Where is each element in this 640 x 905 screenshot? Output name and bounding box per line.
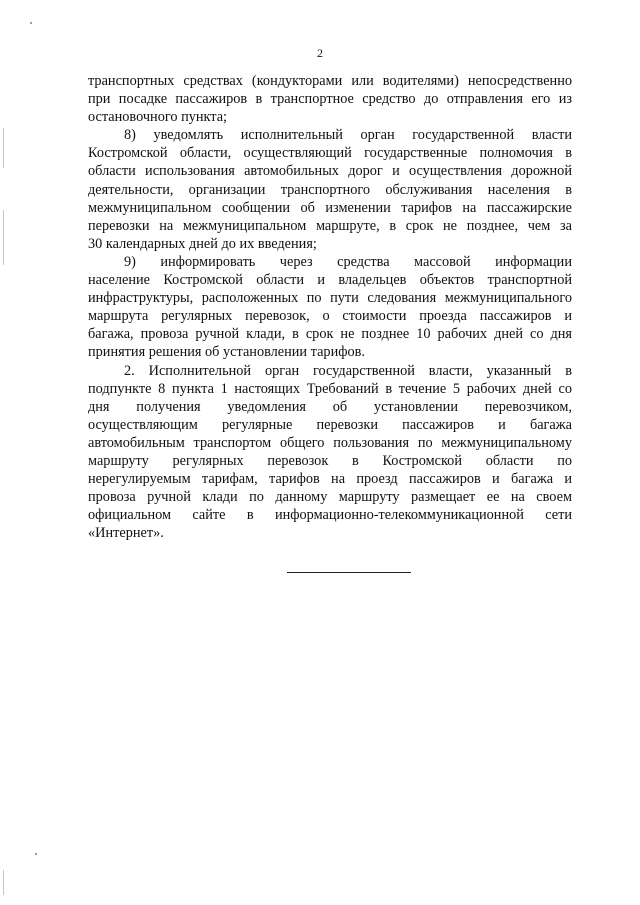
- scan-artifact: [3, 870, 4, 895]
- text-line: Костромской области, осуществляющий государственные полномочия в: [88, 145, 572, 162]
- paragraph-item-8: [88, 126, 572, 253]
- text-line: осуществляющим регулярные перевозки пассажиров и багажа: [88, 416, 572, 433]
- paragraph-continuation: [88, 72, 572, 126]
- text-line: перевозки на межмуниципальном маршруте, в срок не позднее, чем за: [88, 217, 572, 234]
- text-line: 30 календарных дней до их введения;: [88, 235, 317, 252]
- text-line: нерегулируемым тарифам, тарифов на проезд пассажиров и багажа и: [88, 471, 572, 488]
- text-line: 2. Исполнительной орган государственной власти, указанный в: [124, 362, 572, 379]
- text-line: инфраструктуры, расположенных по пути следования межмуниципального: [88, 290, 572, 307]
- page-number: 2: [317, 46, 323, 60]
- text-line: маршрута регулярных перевозок, о стоимости проезда пассажиров и: [88, 308, 572, 325]
- text-line: автомобильным транспортом общего пользования по межмуниципальному: [88, 434, 572, 451]
- text-line: деятельности, организации транспортного обслуживания населения в: [88, 181, 572, 198]
- text-line: подпункте 8 пункта 1 настоящих Требований в течение 5 рабочих дней со: [88, 380, 572, 397]
- text-line: официальном сайте в информационно-телекоммуникационной сети: [88, 507, 572, 524]
- text-line: 9) информировать через средства массовой информации: [124, 253, 572, 270]
- scan-artifact: [3, 128, 4, 168]
- end-separator-line: [287, 572, 411, 573]
- text-line: межмуниципальном сообщении об изменении тарифов на пассажирские: [88, 199, 572, 216]
- text-line: области использования автомобильных дорог и осуществления дорожной: [88, 163, 572, 180]
- paragraph-section-2: [88, 362, 572, 543]
- text-line: принятия решения об установлении тарифов.: [88, 344, 365, 361]
- text-line: дня получения уведомления об установлении перевозчиком,: [88, 398, 572, 415]
- scan-artifact: [35, 853, 37, 855]
- text-line: маршруту регулярных перевозок в Костромской области по: [88, 452, 572, 469]
- text-line: население Костромской области и владельцев объектов транспортной: [88, 272, 572, 289]
- text-line: остановочного пункта;: [88, 109, 228, 126]
- text-line: 8) уведомлять исполнительный орган государственной власти: [124, 127, 572, 144]
- text-line: при посадке пассажиров в транспортное средство до отправления его из: [88, 91, 572, 108]
- text-line: багажа, провоза ручной клади, в срок не позднее 10 рабочих дней со дня: [88, 326, 572, 343]
- text-line: провоза ручной клади по данному маршруту размещает ее на своем: [88, 489, 572, 506]
- scan-artifact: [3, 210, 4, 265]
- document-body: [88, 72, 572, 542]
- text-line: «Интернет».: [88, 525, 164, 542]
- paragraph-item-9: [88, 253, 572, 362]
- scan-artifact: [30, 22, 32, 24]
- text-line: транспортных средствах (кондукторами или водителями) непосредственно: [88, 73, 572, 89]
